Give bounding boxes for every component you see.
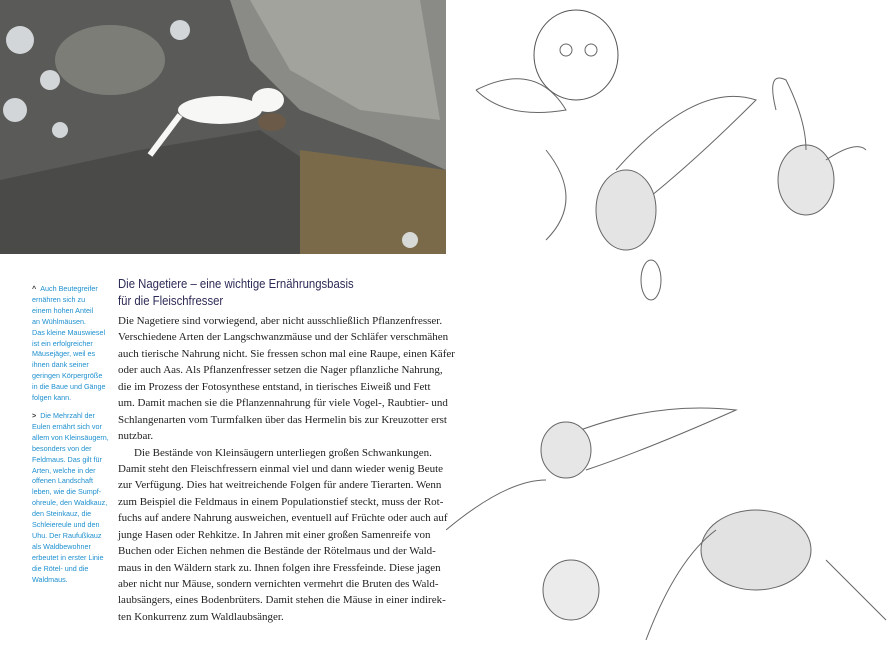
body-line: junge Hasen oder Rehkitze. In Jahren mit einer großen Samenreife von xyxy=(118,528,431,541)
body-line: ten Konkurrenz zum Waldlaubsänger. xyxy=(118,610,284,623)
body-line: nutzbar. xyxy=(118,430,154,443)
section-heading: Die Nagetiere – eine wichtige Ernährungsbasis für die Fleischfresser xyxy=(118,277,354,308)
weasel-photo xyxy=(0,0,446,254)
body-line: Verschiedene Arten der Langschwanzmäuse und der Schläfer verschmähen xyxy=(118,331,449,344)
body-line: zur Verfügung. Dies hat weitreichende Folgen für andere Tierarten. Wenn xyxy=(118,479,442,492)
body-line: fuchs auf andere Nahrung ausweichen, eventuell auf Früchte oder auch auf xyxy=(118,512,448,525)
owl-sketches xyxy=(446,0,893,648)
body-line: aber nicht nur Mäuse, sondern vernichten vermehrt die Bruten des Wald- xyxy=(118,578,439,590)
body-text xyxy=(118,313,455,625)
body-line: Die Bestände von Kleinsäugern unterliegen großen Schwankungen. xyxy=(134,446,432,459)
caption-owls: > Die Mehrzahl der Eulen ernährt sich vor allem von Kleinsäugern, besonders von der Feldmaus. Das gilt für Arten, welche in der offenen Landschaft leben, wie die Sumpf- ohreule, den Waldkauz, den Steinkauz, die Schleiereule und den Uhu. Der Raufußkauz als Waldbewohner erbeutet in erster Linie die Rötel- und die Waldmaus. xyxy=(32,411,109,584)
body-line: Damit steht den Fleischfressern einmal viel und dann wieder wenig Beute xyxy=(118,462,444,475)
owl-sketch-right xyxy=(773,78,866,215)
body-line: die im Prozess der Fotosynthese entstand, in tierisches Eiweiß und Fett xyxy=(118,380,431,393)
caption-weasel: ^ Auch Beutegreifer ernähren sich zu einem hohen Anteil an Wühlmäusen. Das kleine Mauswiesel ist ein erfolgreicher Mäusejäger, weil es ihnen dank seiner geringen Körpergröße in die Baue und Gänge folgen kann. xyxy=(32,284,106,403)
body-line: Schlangenarten vom Turmfalken über das Hermelin bis zur Kreuzotter erst xyxy=(118,413,447,426)
body-line: auch tierische Nahrung nicht. Sie fressen schon mal eine Raupe, einen Käfer xyxy=(118,347,455,360)
caption-marker-right: > xyxy=(32,411,37,420)
body-line: Die Nagetiere sind vorwiegend, aber nicht ausschließlich Pflanzenfresser. xyxy=(118,315,443,327)
body-line: laubsängers, eines Bodenbrüters. Damit stehen die Mäuse in einer indirek- xyxy=(118,594,446,607)
owl-sketch-bottom xyxy=(446,408,886,640)
body-line: oder auch Aas. Als Pflanzenfresser setzen die Nager pflanzliche Nahrung, xyxy=(118,364,443,377)
owl-sketch-top xyxy=(476,10,756,300)
caption-marker-up: ^ xyxy=(32,284,37,293)
body-line: um. Damit machen sie die Pflanzennahrung für viele Vogel-, Raubtier- und xyxy=(118,397,448,410)
body-line: Buchen oder Eichen nehmen die Bestände der Rötelmaus und der Wald- xyxy=(118,545,436,558)
body-line: maus in den Wäldern stark zu. Ihnen folgen ihre Fressfeinde. Diese jagen xyxy=(118,561,441,574)
body-line: zum Beispiel die Feldmaus in einem Populationstief steckt, muss der Rot- xyxy=(118,495,444,508)
